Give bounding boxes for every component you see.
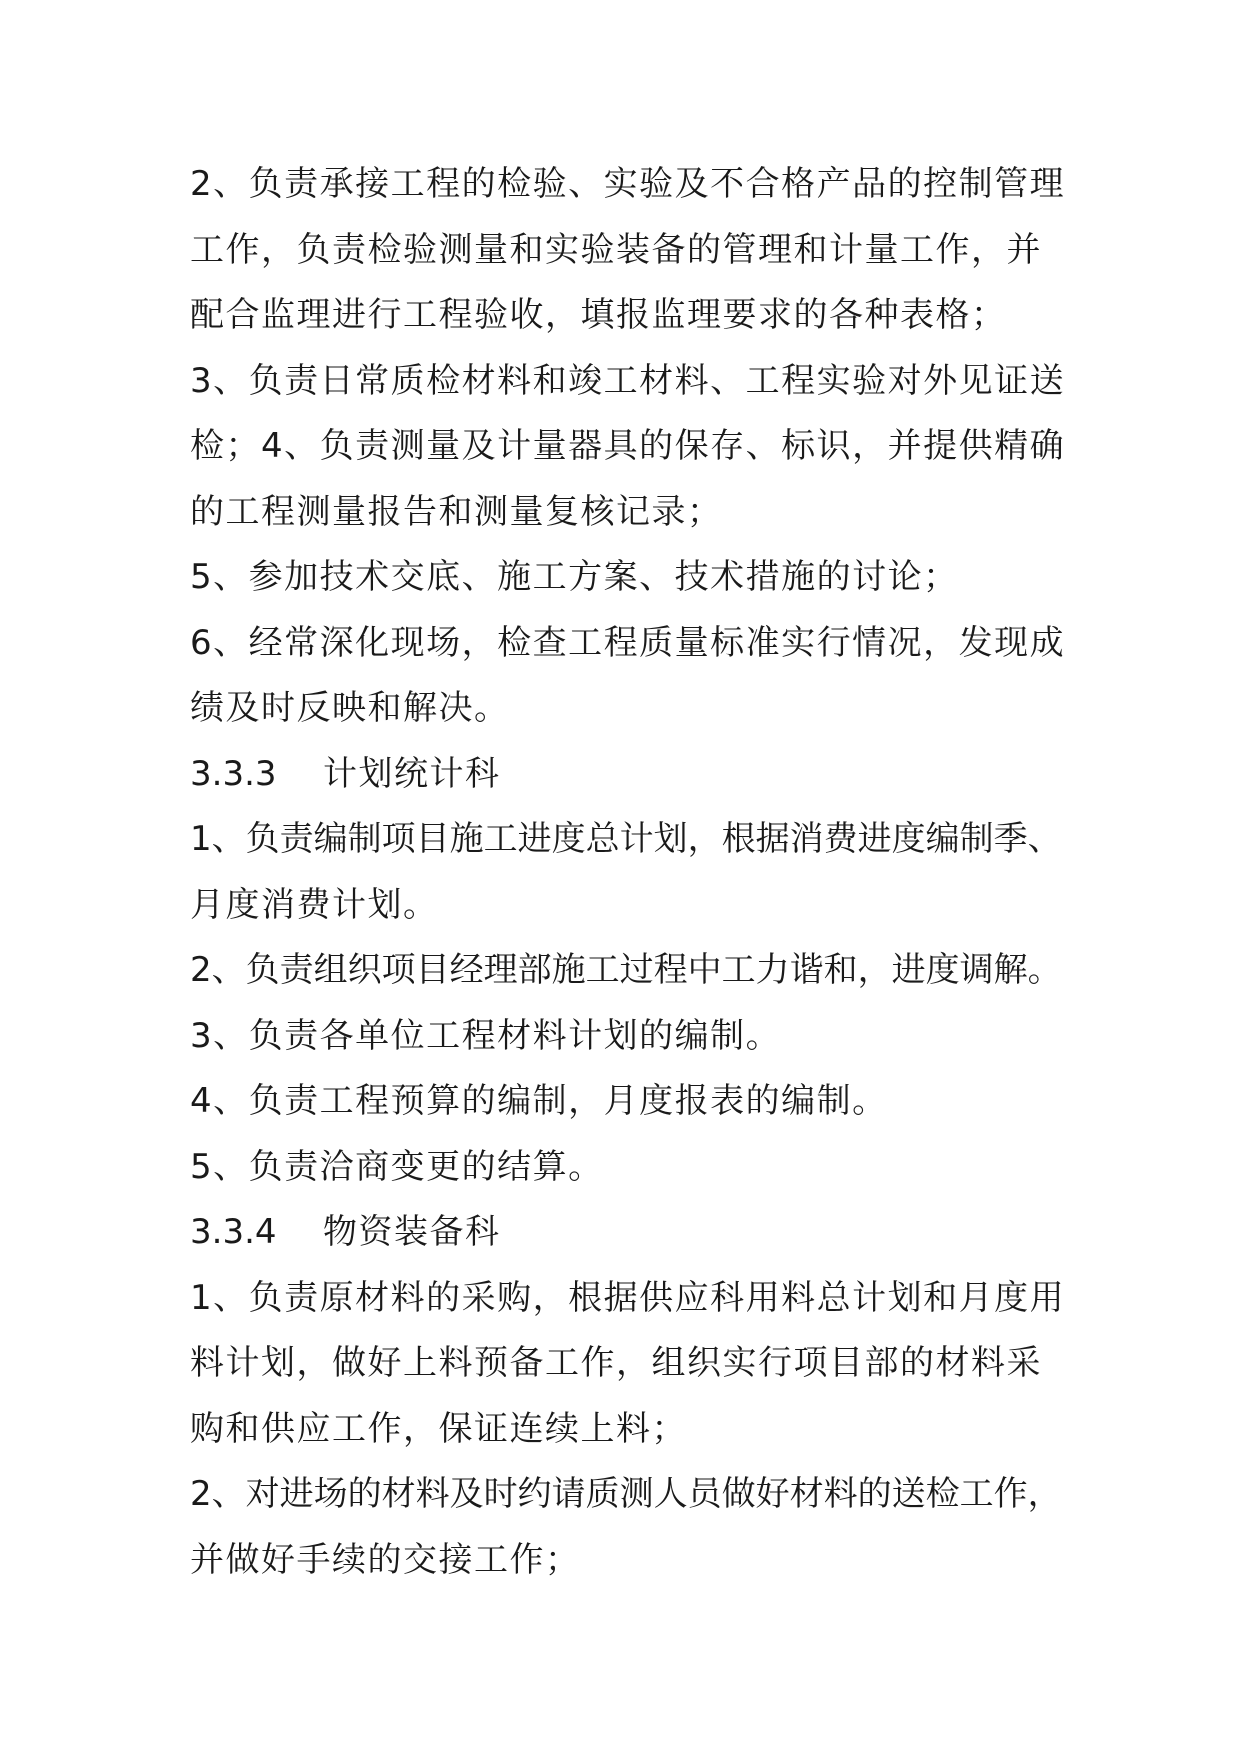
text-line: 1、负责原材料的采购，根据供应科用料总计划和月度用 bbox=[190, 1277, 1066, 1318]
section-title: 物资装备科 bbox=[323, 1212, 501, 1252]
text-line: 检；4、负责测量及计量器具的保存、标识，并提供精确 bbox=[190, 426, 1066, 466]
text-line: 2、对进场的材料及时约请质测人员做好材料的送检工作， bbox=[190, 1474, 1062, 1514]
text-line: 料计划，做好上料预备工作，组织实行项目部的材料采 bbox=[190, 1343, 1042, 1383]
document-body bbox=[190, 152, 1070, 1593]
text-line: 1、负责编制项目施工进度总计划，根据消费进度编制季、 bbox=[190, 819, 1062, 859]
text-line: 6、经常深化现场，检查工程质量标准实行情况，发现成 bbox=[190, 622, 1066, 663]
text-line: 3、负责各单位工程材料计划的编制。 bbox=[190, 1015, 782, 1056]
section-number: 3.3.4 bbox=[190, 1212, 277, 1252]
text-line: 2、负责承接工程的检验、实验及不合格产品的控制管理 bbox=[190, 164, 1066, 204]
section-title: 计划统计科 bbox=[323, 753, 501, 794]
text-line: 5、参加技术交底、施工方案、技术措施的讨论； bbox=[190, 557, 959, 597]
text-line: 月度消费计划。 bbox=[190, 884, 439, 925]
text-line: 的工程测量报告和测量复核记录； bbox=[190, 491, 723, 532]
text-line: 3、负责日常质检材料和竣工材料、工程实验对外见证送 bbox=[190, 360, 1066, 401]
text-line: 5、负责洽商变更的结算。 bbox=[190, 1146, 604, 1187]
section-heading-3-3-3 bbox=[190, 742, 1070, 808]
section-number: 3.3.3 bbox=[190, 753, 277, 794]
text-line: 购和供应工作，保证连续上料； bbox=[190, 1408, 687, 1449]
section-heading-3-3-4 bbox=[190, 1200, 1070, 1266]
text-line: 配合监理进行工程验收，填报监理要求的各种表格； bbox=[190, 295, 1007, 335]
text-line: 工作，负责检验测量和实验装备的管理和计量工作，并 bbox=[190, 229, 1042, 270]
text-line: 并做好手续的交接工作； bbox=[190, 1539, 581, 1580]
text-line: 绩及时反映和解决。 bbox=[190, 688, 510, 728]
text-line: 4、负责工程预算的编制，月度报表的编制。 bbox=[190, 1081, 888, 1121]
text-line: 2、负责组织项目经理部施工过程中工力谐和，进度调解。 bbox=[190, 950, 1062, 990]
